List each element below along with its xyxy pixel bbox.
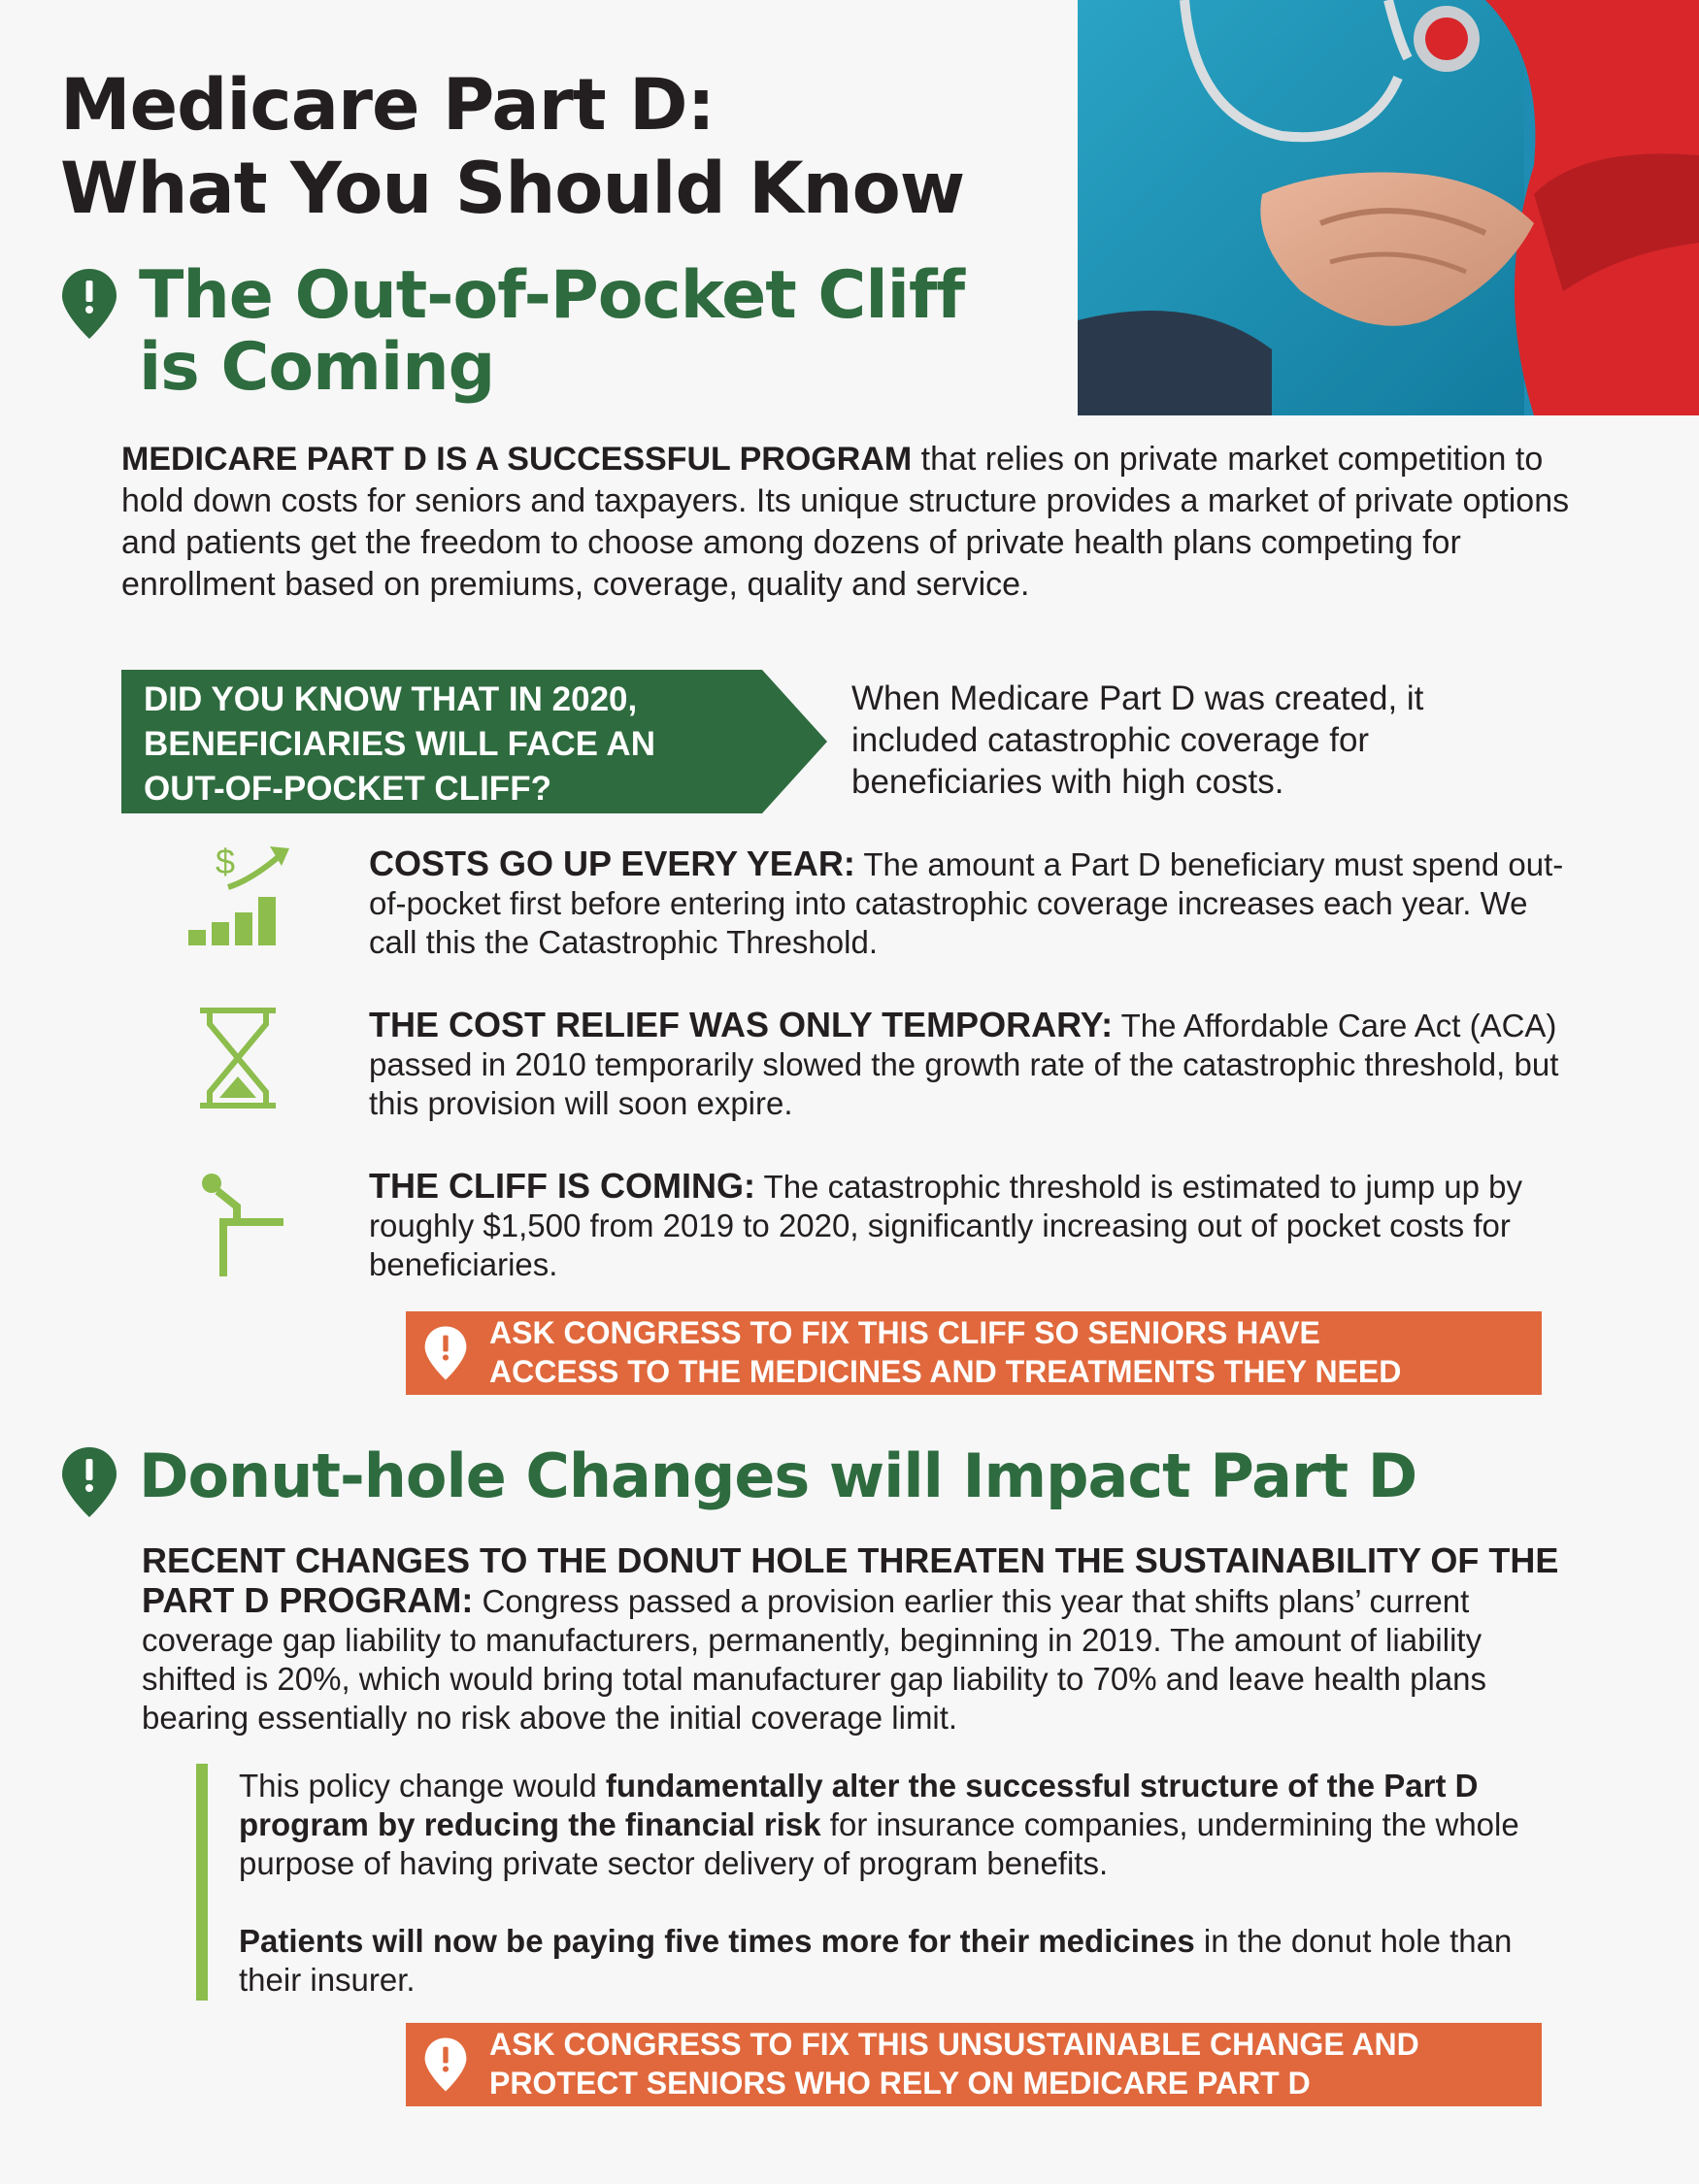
- cta2-line2: PROTECT SENIORS WHO RELY ON MEDICARE PART D: [489, 2066, 1311, 2101]
- page-title: [60, 64, 1070, 231]
- cta1-text: [489, 1313, 1538, 1391]
- quote-paragraph-2: [239, 1922, 1569, 2000]
- section2-heading: Donut-hole Changes will Impact Part D: [139, 1440, 1417, 1511]
- item-cost-relief-heading: THE COST RELIEF WAS ONLY TEMPORARY:: [369, 1005, 1114, 1044]
- item-cost-relief: [369, 1006, 1582, 1123]
- section2-alert-icon: [60, 1445, 118, 1524]
- item-cliff-coming-heading: THE CLIFF IS COMING:: [369, 1166, 755, 1206]
- cta2-line1: ASK CONGRESS TO FIX THIS UNSUSTAINABLE CHANGE AND: [489, 2027, 1419, 2062]
- item-cliff-coming-text: The catastrophic threshold is estimated to jump up by roughly $1,500 from 2019 to 2020, significantly increasing out of pocket costs for beneficiaries.: [369, 1169, 1522, 1282]
- section2-lead: [142, 1541, 1569, 1737]
- cta-fix-change-banner: [406, 2023, 1542, 2106]
- hourglass-icon: [194, 1005, 282, 1116]
- person-cliff-icon: [194, 1170, 291, 1281]
- cta1-line2: ACCESS TO THE MEDICINES AND TREATMENTS THEY NEED: [489, 1354, 1402, 1389]
- quote-p1-pre: This policy change would: [239, 1768, 606, 1803]
- section1-intro-text: that relies on private market competition to hold down costs for seniors and taxpayers. Its unique structure provides a market of private options and patients get the freedom to choose among dozens of private health plans competing for enrollment based on premiums, coverage, quality and service.: [121, 441, 1570, 603]
- quote-p2-bold: Patients will now be paying five times more for their medicines: [239, 1923, 1195, 1959]
- section1-heading-line2: is Coming: [139, 329, 495, 406]
- hero-photo-caregiver-hands: [1078, 0, 1699, 415]
- svg-text:$: $: [216, 842, 236, 881]
- quote-p1-bold: fundamentally alter the successful structure of the Part D program by reducing the financial risk: [239, 1768, 1479, 1842]
- item-cliff-coming: [369, 1167, 1582, 1284]
- callout-answer: When Medicare Part D was created, it included catastrophic coverage for beneficiaries with high costs.: [851, 679, 1424, 801]
- cta1-line1: ASK CONGRESS TO FIX THIS CLIFF SO SENIORS HAVE: [489, 1315, 1320, 1350]
- section1-alert-icon: [60, 267, 118, 346]
- section1-heading-line1: The Out-of-Pocket Cliff: [139, 257, 965, 334]
- callout-question: DID YOU KNOW THAT IN 2020, BENEFICIARIES WILL FACE AN OUT-OF-POCKET CLIFF?: [144, 680, 655, 808]
- item-costs-go-up-text: The amount a Part D beneficiary must spend out-of-pocket first before entering into catastrophic coverage increases each year. We call this the Catastrophic Threshold.: [369, 846, 1564, 960]
- item-costs-go-up-heading: COSTS GO UP EVERY YEAR:: [369, 844, 855, 883]
- section2-lead-bold: RECENT CHANGES TO THE DONUT HOLE THREATEN THE SUSTAINABILITY OF THE PART D PROGRAM:: [142, 1540, 1559, 1620]
- page-title-line2: What You Should Know: [60, 148, 965, 230]
- section1-intro: [121, 439, 1597, 606]
- section1-heading: [139, 257, 965, 406]
- item-costs-go-up: [369, 844, 1582, 962]
- cta1-alert-icon: [423, 1325, 468, 1386]
- section1-intro-bold: MEDICARE PART D IS A SUCCESSFUL PROGRAM: [121, 441, 913, 478]
- cta2-alert-icon: [423, 2036, 468, 2098]
- quote-paragraph-1: [239, 1767, 1569, 1883]
- rising-cost-chart-icon: [184, 837, 291, 958]
- cta-fix-cliff-banner: [406, 1311, 1542, 1395]
- cta2-text: [489, 2025, 1538, 2102]
- section2-lead-text: Congress passed a provision earlier this year that shifts plans’ current coverage gap liability to manufacturers, permanently, beginning in 2019. The amount of liability shifted is 20%, which would bring total manufacturer gap liability to 70% and leave health plans bearing essentially no risk above the initial coverage limit.: [142, 1583, 1486, 1736]
- quote-p1-post: for insurance companies, undermining the whole purpose of having private sector delivery of program benefits.: [239, 1806, 1519, 1881]
- quote-p2-post: in the donut hole than their insurer.: [239, 1923, 1513, 1998]
- item-cost-relief-text: The Affordable Care Act (ACA) passed in 2010 temporarily slowed the growth rate of the catastrophic threshold, but this provision will soon expire.: [369, 1008, 1559, 1121]
- page-title-line1: Medicare Part D:: [60, 64, 715, 147]
- quote-accent-bar: [196, 1764, 208, 2001]
